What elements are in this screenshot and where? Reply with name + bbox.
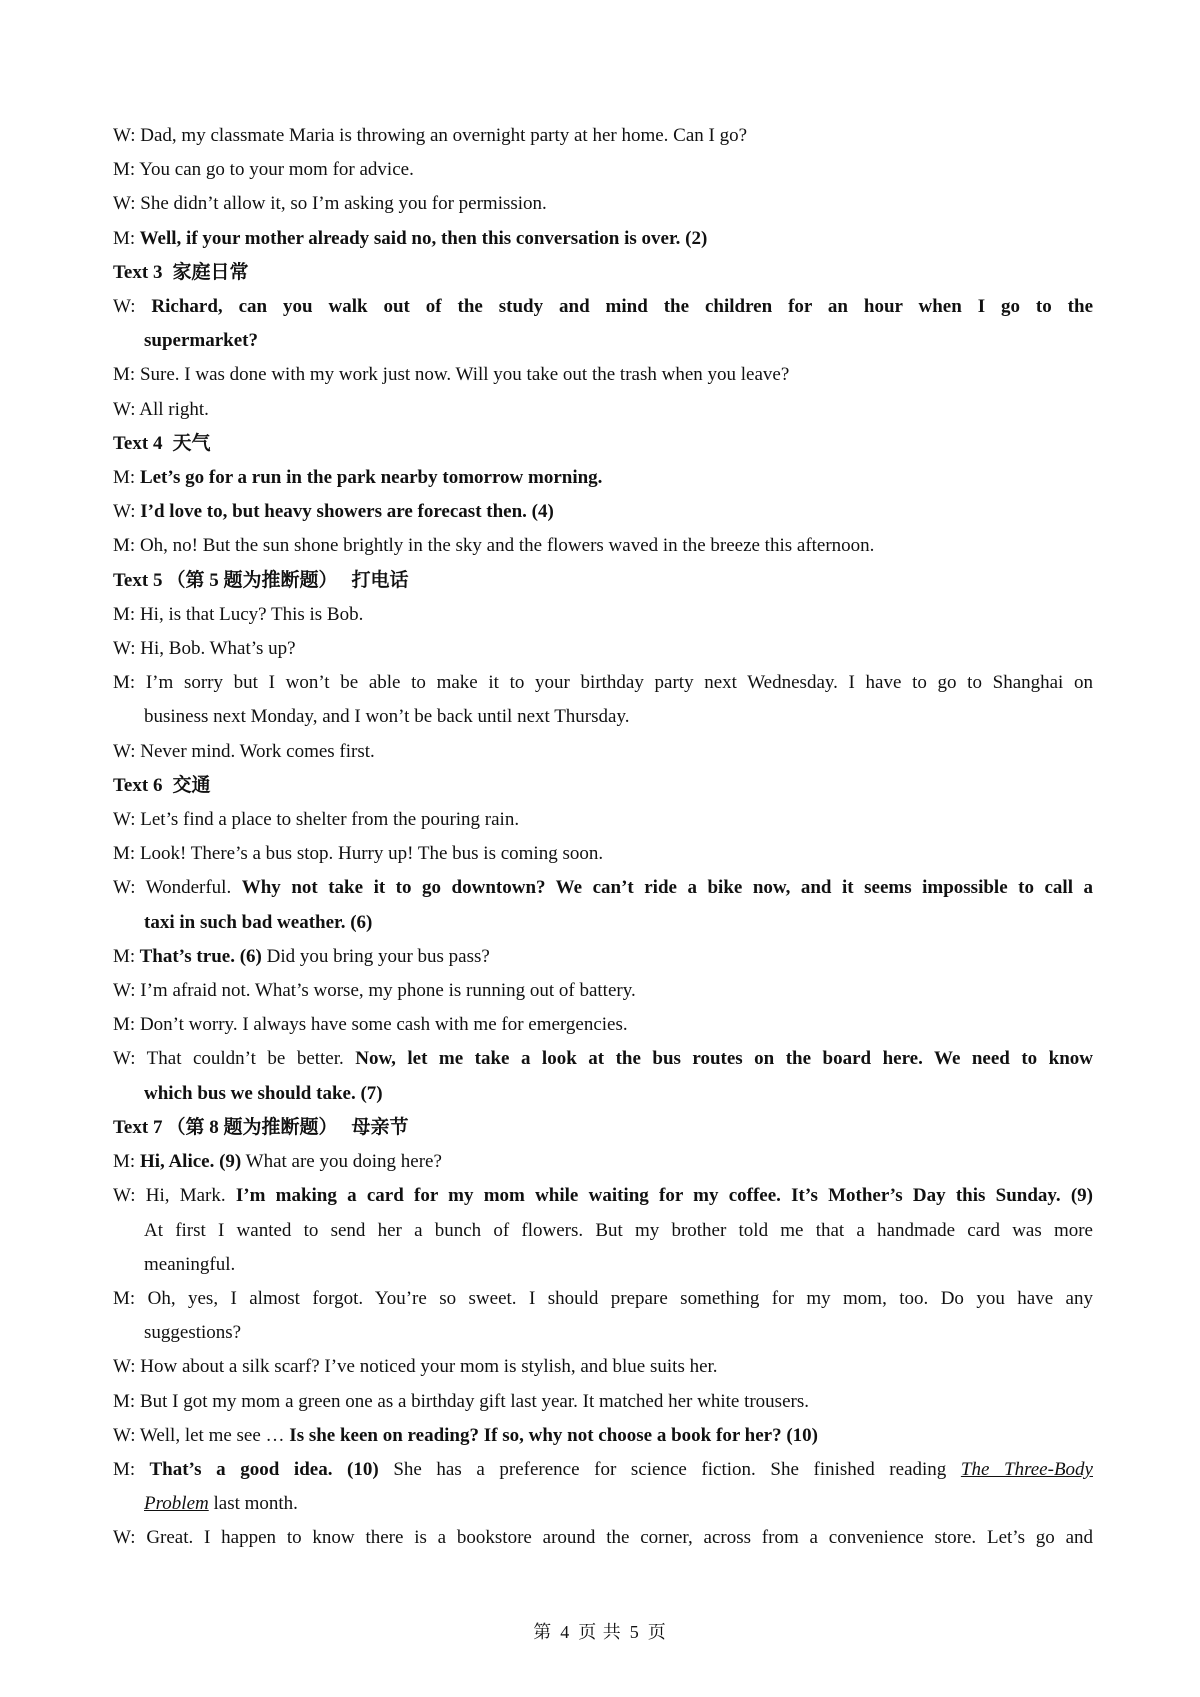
dialogue-line [113, 1419, 1093, 1453]
dialogue-line [113, 495, 1093, 529]
dialogue-line [113, 222, 1093, 256]
dialogue-text: Don’t worry. I always have some cash with me for emergencies. [135, 1014, 628, 1036]
section-heading [113, 427, 1093, 461]
speaker-label: M: [113, 945, 136, 967]
dialogue-text: business next Monday, and I won’t be back until next Thursday. [144, 706, 630, 728]
speaker-label: W: [113, 125, 136, 146]
answer-key-text: I’d love to, but heavy showers are forecast then. (4) [135, 501, 554, 523]
speaker-label: W: [113, 1185, 136, 1207]
speaker-label: M: [113, 603, 136, 625]
section-heading [113, 256, 1093, 290]
dialogue-line [113, 735, 1093, 769]
dialogue-text: Well, let me see … [135, 1424, 290, 1446]
dialogue-text: What are you doing here? [241, 1151, 442, 1173]
answer-key-text: That’s true. (6) [135, 945, 262, 967]
speaker-label: W: [113, 1424, 136, 1446]
section-topic: 交通 [172, 774, 211, 796]
section-label: Text 4 [113, 432, 163, 454]
dialogue-line [113, 1521, 1093, 1555]
answer-key-text: taxi in such bad weather. (6) [144, 911, 373, 933]
dialogue-line [113, 1453, 1093, 1487]
dialogue-line [113, 1008, 1093, 1042]
section-topic: 家庭日常 [172, 261, 249, 283]
section-label: Text 3 [113, 261, 163, 283]
dialogue-continuation [113, 700, 1093, 734]
dialogue-continuation [113, 1248, 1093, 1282]
speaker-label: M: [113, 159, 136, 181]
book-title: The Three-Body [960, 1458, 1093, 1480]
answer-key-text: Now, let me take a look at the bus routes on the board here. We need to know [355, 1048, 1093, 1070]
speaker-label: W: [113, 1356, 136, 1378]
speaker-label: W: [113, 809, 136, 831]
dialogue-text: suggestions? [144, 1322, 242, 1344]
answer-key-text: Well, if your mother already said no, then this conversation is over. (2) [135, 227, 708, 249]
dialogue-text: She has a preference for science fiction. She finished reading [378, 1458, 961, 1480]
speaker-label: M: [113, 535, 136, 557]
dialogue-text: She didn’t allow it, so I’m asking you for permission. [135, 193, 547, 215]
dialogue-text: Did you bring your bus pass? [261, 945, 490, 967]
dialogue-line [113, 632, 1093, 666]
answer-key-text: I’m making a card for my mom while waiting for my coffee. It’s Mother’s Day this Sunday. (9) [235, 1185, 1093, 1207]
dialogue-line [113, 290, 1093, 324]
dialogue-text: Hi, Mark. [135, 1185, 236, 1207]
answer-key-text: Why not take it to go downtown? We can’t ride a bike now, and it seems impossible to call a [241, 877, 1093, 899]
dialogue-text: Hi, is that Lucy? This is Bob. [135, 603, 364, 625]
dialogue-text: Look! There’s a bus stop. Hurry up! The bus is coming soon. [135, 843, 604, 865]
dialogue-line [113, 358, 1093, 392]
answer-key-text: Let’s go for a run in the park nearby tomorrow morning. [135, 467, 603, 489]
dialogue-line [113, 393, 1093, 427]
listening-transcript [113, 119, 1093, 1556]
section-label: Text 6 [113, 774, 163, 796]
speaker-label: W: [113, 1527, 136, 1549]
section-heading [113, 769, 1093, 803]
dialogue-text: That couldn’t be better. [135, 1048, 356, 1070]
speaker-label: W: [113, 980, 136, 1002]
speaker-label: W: [113, 1048, 136, 1070]
section-heading [113, 1111, 1093, 1145]
speaker-label: M: [113, 1390, 136, 1412]
speaker-label: W: [113, 877, 136, 899]
footer-suffix: 页 [647, 1622, 667, 1642]
dialogue-line [113, 461, 1093, 495]
speaker-label: W: [113, 638, 136, 660]
speaker-label: M: [113, 467, 136, 489]
dialogue-line [113, 666, 1093, 700]
dialogue-text: Great. I happen to know there is a bookstore around the corner, across from a convenience store. Let’s go and [135, 1527, 1093, 1549]
dialogue-line [113, 1282, 1093, 1316]
page-footer [0, 1618, 1200, 1644]
dialogue-line [113, 153, 1093, 187]
dialogue-text: All right. [135, 398, 209, 420]
dialogue-text: meaningful. [144, 1253, 236, 1275]
dialogue-continuation [113, 1214, 1093, 1248]
dialogue-text: I’m afraid not. What’s worse, my phone is running out of battery. [135, 980, 636, 1002]
dialogue-text: At first I wanted to send her a bunch of flowers. But my brother told me that a handmade card was more [144, 1219, 1093, 1241]
dialogue-text: Sure. I was done with my work just now. Will you take out the trash when you leave? [135, 364, 790, 386]
dialogue-line [113, 1042, 1093, 1076]
dialogue-continuation [113, 324, 1093, 358]
dialogue-line [113, 974, 1093, 1008]
dialogue-continuation [113, 1316, 1093, 1350]
dialogue-text: But I got my mom a green one as a birthday gift last year. It matched her white trousers. [135, 1390, 809, 1412]
answer-key-text: Richard, can you walk out of the study and mind the children for an hour when I go to the [135, 296, 1093, 318]
speaker-label: M: [113, 672, 136, 694]
speaker-label: M: [113, 1287, 136, 1309]
speaker-label: M: [113, 1458, 136, 1480]
section-note: （第 8 题为推断题） [166, 1116, 338, 1138]
dialogue-line [113, 1385, 1093, 1419]
footer-page-number: 4 [560, 1622, 571, 1642]
dialogue-text: Never mind. Work comes first. [135, 740, 375, 762]
section-heading [113, 564, 1093, 598]
dialogue-line [113, 1145, 1093, 1179]
speaker-label: W: [113, 501, 136, 523]
dialogue-text: You can go to your mom for advice. [135, 159, 414, 181]
section-topic: 打电话 [351, 569, 409, 591]
answer-key-text: which bus we should take. (7) [144, 1082, 383, 1104]
section-label: Text 7 [113, 1116, 163, 1138]
dialogue-line [113, 940, 1093, 974]
speaker-label: W: [113, 296, 136, 318]
speaker-label: W: [113, 740, 136, 762]
answer-key-text: supermarket? [144, 330, 258, 352]
speaker-label: M: [113, 1014, 136, 1036]
dialogue-line [113, 837, 1093, 871]
dialogue-continuation [113, 1487, 1093, 1521]
speaker-label: W: [113, 193, 136, 215]
answer-key-text: That’s a good idea. (10) [135, 1458, 379, 1480]
book-title: Problem [144, 1493, 209, 1515]
dialogue-line [113, 529, 1093, 563]
section-label: Text 5 [113, 569, 163, 591]
dialogue-text: I’m sorry but I won’t be able to make it to your birthday party next Wednesday. I have to go to Shanghai on [135, 672, 1093, 694]
speaker-label: M: [113, 843, 136, 865]
footer-prefix: 第 [533, 1622, 553, 1642]
dialogue-text: Oh, yes, I almost forgot. You’re so sweet. I should prepare something for my mom, too. Do you have any [135, 1287, 1093, 1309]
dialogue-text: Let’s find a place to shelter from the pouring rain. [135, 809, 520, 831]
dialogue-line [113, 187, 1093, 221]
dialogue-text: How about a silk scarf? I’ve noticed your mom is stylish, and blue suits her. [135, 1356, 718, 1378]
footer-total-pages: 5 [629, 1622, 640, 1642]
section-note: （第 5 题为推断题） [166, 569, 338, 591]
dialogue-line [113, 803, 1093, 837]
dialogue-line [113, 1179, 1093, 1213]
speaker-label: M: [113, 227, 136, 249]
answer-key-text: Is she keen on reading? If so, why not choose a book for her? (10) [289, 1424, 818, 1446]
footer-middle: 页 共 [578, 1622, 622, 1642]
dialogue-text: Hi, Bob. What’s up? [135, 638, 296, 660]
dialogue-text: last month. [208, 1493, 298, 1515]
dialogue-line [113, 1350, 1093, 1384]
dialogue-continuation [113, 1077, 1093, 1111]
dialogue-text: Oh, no! But the sun shone brightly in the sky and the flowers waved in the breeze this afternoon. [135, 535, 875, 557]
dialogue-text: Dad, my classmate Maria is throwing an overnight party at her home. Can I go? [135, 125, 748, 146]
dialogue-continuation [113, 906, 1093, 940]
speaker-label: W: [113, 398, 136, 420]
section-topic: 母亲节 [351, 1116, 409, 1138]
dialogue-text: Wonderful. [135, 877, 242, 899]
speaker-label: M: [113, 364, 136, 386]
section-topic: 天气 [172, 432, 211, 454]
dialogue-line [113, 871, 1093, 905]
dialogue-line [113, 598, 1093, 632]
answer-key-text: Hi, Alice. (9) [135, 1151, 242, 1173]
speaker-label: M: [113, 1151, 136, 1173]
dialogue-line [113, 119, 1093, 153]
